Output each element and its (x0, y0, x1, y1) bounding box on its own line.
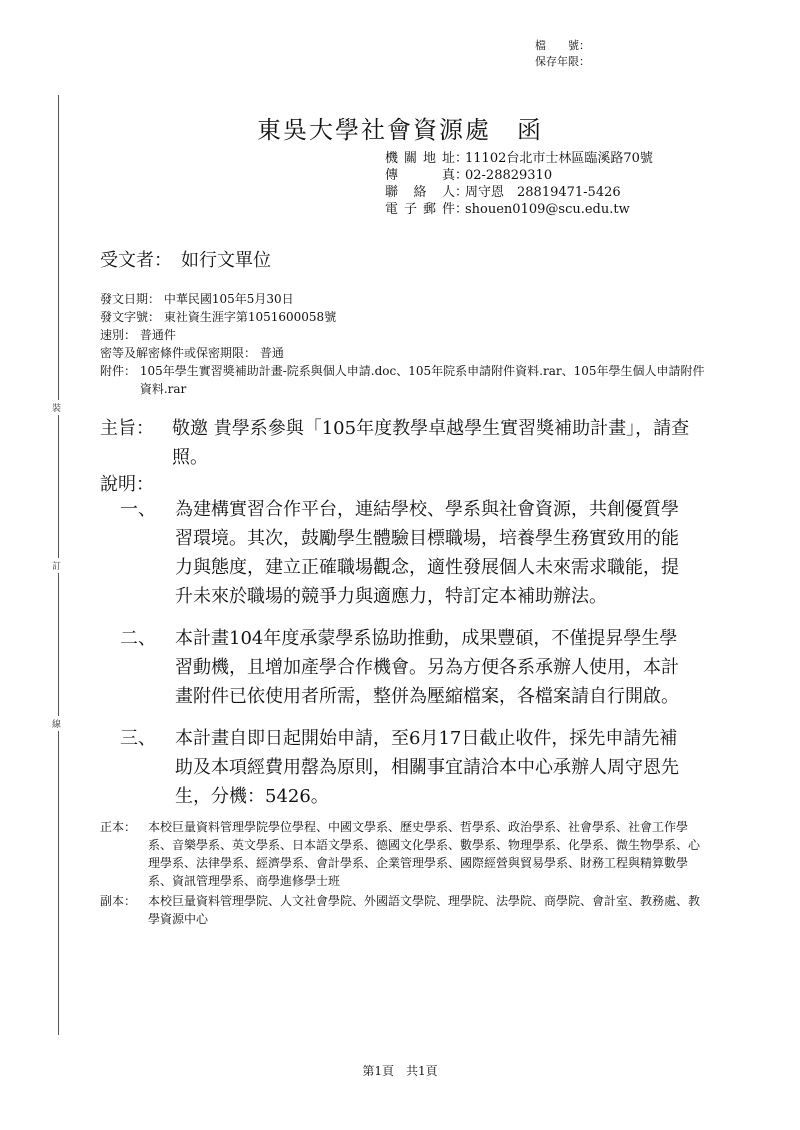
copy-recipients-text: 本校巨量資料管理學院、人文社會學院、外國語文學院、理學院、法學院、商學院、會計室、教務處、教學資源中心 (148, 894, 701, 926)
binding-mark-xian: 線 (52, 716, 61, 731)
main-recipients-text: 本校巨量資料管理學院學位學程、中國文學系、歷史學系、哲學系、政治學系、社會學系、社會工作學系、音樂學系、英文學系、日本語文學系、德國文化學系、數學系、物理學系、化學系、微生物學系、心理學系、法律學系、經濟學系、會計學系、企業管理學系、國際經營與貿易學系、財務工程與精算數學系、資訊管理學系、商學進修學士班 (148, 820, 701, 888)
file-meta (535, 38, 590, 70)
attachment-row (100, 362, 710, 398)
item-text: 本計畫104年度承蒙學系協助推動，成果豐碩，不僅提昇學生學習動機，且增加產學合作機會。另為方便各系承辦人使用，本計畫附件已依使用者所需，整併為壓縮檔案，各檔案請自行開啟。 (175, 628, 679, 707)
main-recipients-label: 正本： (100, 820, 137, 834)
contact-value: 周守恩 28819471-5426 (465, 185, 621, 200)
description-item (120, 495, 700, 611)
item-number: 三、 (120, 728, 156, 749)
number-value: 東社資生涯字第1051600058號 (163, 310, 337, 324)
date-value: 中華民國105年5月30日 (163, 292, 294, 306)
speed-row (100, 326, 710, 344)
item-number: 二、 (120, 628, 156, 649)
retention-label: 保存年限： (535, 55, 590, 68)
address-label: 機關地址 (385, 151, 455, 166)
page-number: 第1頁 共1頁 (362, 1064, 438, 1078)
number-row (100, 308, 710, 326)
description-item (120, 724, 700, 811)
agency-contact-row: 聯 絡 人 ： 周守恩 28819471-5426 (385, 185, 621, 200)
speed-value: 普通件 (139, 328, 176, 342)
copy-recipients-label: 副本： (100, 894, 137, 908)
binding-mark-zhuang: 裝 (52, 400, 61, 415)
fax-label: 傳 真 (385, 168, 455, 183)
address-value: 11102台北市士林區臨溪路70號 (465, 151, 653, 166)
binding-mark-ding: 訂 (52, 558, 61, 573)
agency-address-row: 機關地址 ： 11102台北市士林區臨溪路70號 (385, 151, 653, 166)
subject-text: 敬邀 貴學系參與「105年度教學卓越學生實習獎補助計畫」，請查照。 (172, 418, 690, 468)
file-number-label: 檔 號： (535, 39, 590, 52)
speed-label: 速別： (100, 328, 137, 342)
subject-label: 主旨： (100, 418, 154, 439)
attachment-label: 附件： (100, 364, 137, 378)
page-title: 東吳大學社會資源處 函 (257, 116, 543, 144)
attachment-value: 105年學生實習獎補助計畫-院系與個人申請.doc、105年院系申請附件資料.rar、105年學生個人申請附件資料.rar (139, 364, 705, 396)
document-meta (100, 290, 710, 398)
agency-fax-row: 傳 真 ： 02-28829310 (385, 168, 553, 183)
item-text: 為建構實習合作平台，連結學校、學系與社會資源，共創優質學習環境。其次，鼓勵學生體驗目標職場，培養學生務實致用的能力與態度，建立正確職場觀念，適性發展個人未來需求職能，提升未來於職場的競爭力與適應力，特訂定本補助辦法。 (175, 499, 679, 607)
email-label: 電子郵件 (385, 202, 455, 217)
distribution-list (100, 818, 708, 930)
secrecy-label: 密等及解密條件或保密期限： (100, 346, 257, 360)
agency-info (385, 150, 653, 218)
description-item (120, 624, 700, 711)
email-value: shouen0109@scu.edu.tw (465, 202, 630, 217)
secrecy-value: 普通 (259, 346, 284, 360)
date-label: 發文日期： (100, 292, 161, 306)
recipient: 受文者： 如行文單位 (100, 250, 271, 271)
date-row (100, 290, 710, 308)
secrecy-row (100, 344, 710, 362)
item-number: 一、 (120, 499, 156, 520)
copy-recipients-row (100, 892, 708, 928)
item-text: 本計畫自即日起開始申請，至6月17日截止收件，採先申請先補助及本項經費用罄為原則，相關事宜請洽本中心承辦人周守恩先生，分機：5426。 (175, 728, 679, 807)
description-label: 說明： (100, 474, 154, 495)
main-recipients-row (100, 818, 708, 890)
number-label: 發文字號： (100, 310, 161, 324)
contact-label: 聯 絡 人 (385, 185, 455, 200)
fax-value: 02-28829310 (465, 168, 553, 183)
agency-email-row: 電子郵件 ： shouen0109@scu.edu.tw (385, 202, 630, 217)
subject (100, 414, 700, 472)
